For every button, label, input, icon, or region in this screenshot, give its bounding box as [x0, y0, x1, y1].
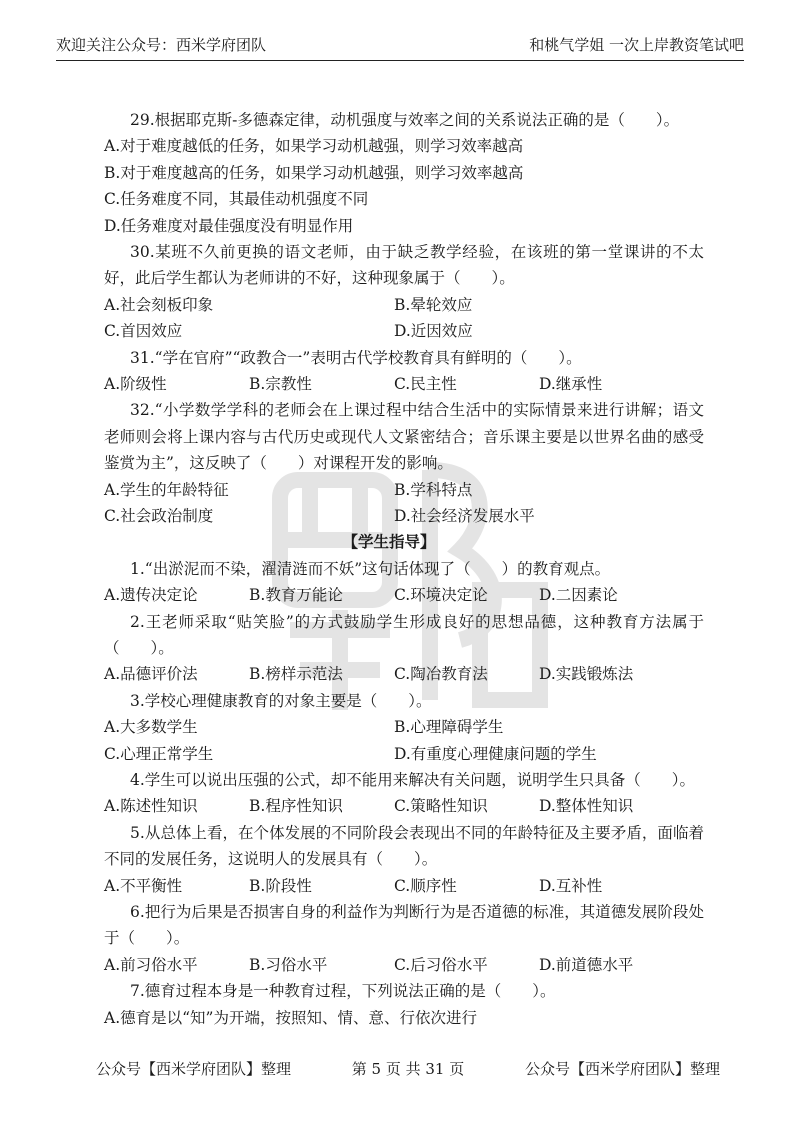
page-header	[56, 34, 744, 61]
header-right-text: 和桃气学姐 一次上岸教资笔试吧	[529, 36, 744, 54]
question-stem: 1.“出淤泥而不染，濯清涟而不妖”这句话体现了（ ）的教育观点。	[130, 559, 611, 578]
answer-option: C.环境决定论	[394, 586, 488, 605]
answer-option: B.教育万能论	[249, 586, 343, 605]
question-block	[104, 767, 704, 820]
question-block	[104, 107, 704, 239]
page-content	[104, 107, 704, 1031]
option-row	[104, 661, 704, 687]
option-row	[104, 292, 704, 318]
answer-option: C.任务难度不同，其最佳动机强度不同	[104, 190, 369, 209]
question-stem: 5.从总体上看，在个体发展的不同阶段会表现出不同的年龄特征及主要矛盾，面临着不同的发展任务，这说明人的发展具有（ ）。	[104, 823, 704, 869]
answer-option: A.前习俗水平	[104, 955, 198, 974]
option-row	[104, 873, 704, 899]
answer-option: D.互补性	[539, 876, 603, 895]
answer-option: D.前道德水平	[539, 955, 634, 974]
answer-option: B.宗教性	[249, 374, 312, 393]
answer-option: B.习俗水平	[249, 955, 328, 974]
option-row	[104, 503, 704, 529]
answer-option: C.顺序性	[394, 876, 457, 895]
question-block	[104, 397, 704, 529]
answer-option: C.心理正常学生	[104, 744, 214, 763]
question-block	[104, 239, 704, 345]
question-stem: 6.把行为后果是否损害自身的利益作为判断行为是否道德的标准，其道德发展阶段处于（ ）。	[104, 902, 704, 948]
question-block	[104, 345, 704, 398]
footer-right-text: 公众号【西米学府团队】整理	[524, 1060, 720, 1078]
question-block	[104, 609, 704, 688]
answer-option: C.陶冶教育法	[394, 665, 488, 684]
answer-option: D.近因效应	[394, 322, 473, 341]
option-row	[104, 714, 704, 740]
answer-option: D.继承性	[539, 374, 603, 393]
question-block	[104, 820, 704, 899]
answer-option: A.学生的年龄特征	[104, 480, 229, 499]
answer-option: D.实践锻炼法	[539, 665, 634, 684]
answer-option: A.德育是以“知”为开端，按照知、情、意、行依次进行	[104, 1008, 477, 1027]
option-row	[104, 477, 704, 503]
option-row	[104, 952, 704, 978]
option-row	[104, 793, 704, 819]
question-stem: 3.学校心理健康教育的对象主要是（ ）。	[130, 691, 432, 710]
question-stem: 2.王老师采取“贴笑脸”的方式鼓励学生形成良好的思想品德，这种教育方法属于（ ）。	[104, 612, 704, 657]
answer-option: C.后习俗水平	[394, 955, 488, 974]
answer-option: C.策略性知识	[394, 797, 488, 816]
answer-option: C.首因效应	[104, 322, 183, 341]
option-row	[104, 582, 704, 608]
option-row	[104, 741, 704, 767]
page-footer	[96, 1058, 720, 1079]
answer-option: C.民主性	[394, 374, 457, 393]
section-title: 【学生指导】	[342, 532, 436, 552]
option-row	[104, 371, 704, 397]
question-block	[104, 688, 704, 767]
question-stem: 31.“学在官府”“政教合一”表明古代学校教育具有鲜明的（ ）。	[130, 348, 582, 367]
answer-option: A.遗传决定论	[104, 586, 198, 605]
answer-option: B.程序性知识	[249, 797, 343, 816]
question-stem: 4.学生可以说出压强的公式，却不能用来解决有关问题，说明学生只具备（ ）。	[130, 770, 696, 789]
answer-option: B.对于难度越高的任务，如果学习动机越强，则学习效率越高	[104, 163, 524, 182]
answer-option: A.品德评价法	[104, 665, 198, 684]
answer-option: A.不平衡性	[104, 876, 183, 895]
answer-option: C.社会政治制度	[104, 506, 214, 525]
question-stem: 7.德育过程本身是一种教育过程，下列说法正确的是（ ）。	[130, 982, 556, 1001]
option-row	[104, 318, 704, 344]
answer-option: A.大多数学生	[104, 718, 198, 737]
answer-option: A.对于难度越低的任务，如果学习动机越强，则学习效率越高	[104, 137, 524, 156]
answer-option: D.整体性知识	[539, 797, 634, 816]
answer-option: D.有重度心理健康问题的学生	[394, 744, 597, 763]
header-left-text: 欢迎关注公众号：西米学府团队	[56, 36, 267, 54]
answer-option: B.学科特点	[394, 480, 473, 499]
answer-option: A.陈述性知识	[104, 797, 198, 816]
answer-option: D.任务难度对最佳强度没有明显作用	[104, 216, 354, 235]
answer-option: B.榜样示范法	[249, 665, 343, 684]
question-stem: 30.某班不久前更换的语文老师，由于缺乏教学经验，在该班的第一堂课讲的不太好，此后学生都认为老师讲的不好，这种现象属于（ ）。	[104, 242, 704, 288]
answer-option: A.社会刻板印象	[104, 295, 214, 314]
answer-option: D.社会经济发展水平	[394, 506, 535, 525]
answer-option: B.晕轮效应	[394, 295, 473, 314]
question-stem: 32.“小学数学学科的老师会在上课过程中结合生活中的实际情景来进行讲解；语文老师则会将上课内容与古代历史或现代人文紧密结合；音乐课主要是以世界名曲的感受鉴赏为主”，这反映了（ ）对课程开发的影响。	[104, 401, 704, 473]
answer-option: B.心理障碍学生	[394, 718, 504, 737]
page-number: 第 5 页 共 31 页	[351, 1060, 465, 1078]
footer-left-text: 公众号【西米学府团队】整理	[96, 1060, 292, 1078]
answer-option: A.阶级性	[104, 374, 167, 393]
question-block	[104, 899, 704, 978]
question-stem: 29.根据耶克斯-多德森定律，动机强度与效率之间的关系说法正确的是（ ）。	[130, 111, 680, 129]
question-block	[104, 556, 704, 609]
answer-option: D.二因素论	[539, 586, 618, 605]
answer-option: B.阶段性	[249, 876, 312, 895]
question-block	[104, 978, 704, 1031]
